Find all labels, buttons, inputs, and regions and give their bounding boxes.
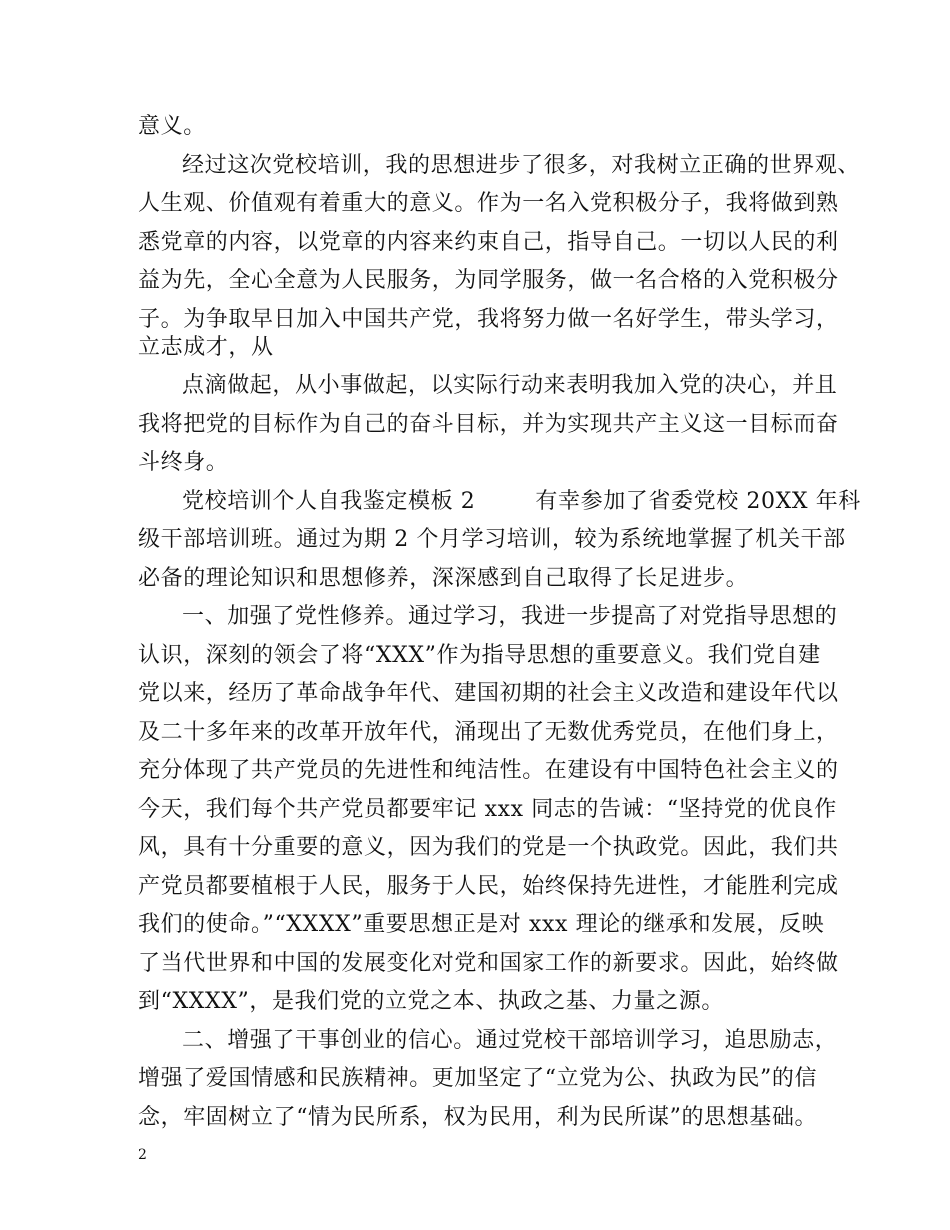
text-line: 我将把党的目标作为自己的奋斗目标，并为实现共产主义这一目标而奋 — [138, 412, 839, 437]
text-line: 悉党章的内容，以党章的内容来约束自己，指导自己。一切以人民的利 — [138, 230, 839, 255]
text-line: 念，牢固树立了“情为民所系，权为民用，利为民所谋”的思想基础。 — [138, 1105, 818, 1130]
text-line: 风，具有十分重要的意义，因为我们的党是一个执政党。因此，我们共 — [138, 835, 839, 860]
text-line: 意义。 — [138, 114, 206, 139]
text-line: 我们的使命。”“XXXX”重要思想正是对 xxx 理论的继承和发展，反映 — [138, 912, 825, 937]
text-line: 认识，深刻的领会了将“XXX”作为指导思想的重要意义。我们党自建 — [138, 643, 821, 668]
text-line: 经过这次党校培训，我的思想进步了很多，对我树立正确的世界观、 — [182, 153, 861, 178]
text-line: 产党员都要植根于人民，服务于人民，始终保持先进性，才能胜利完成 — [138, 874, 839, 899]
text-line: 党以来，经历了革命战争年代、建国初期的社会主义改造和建设年代以 — [138, 681, 839, 706]
text-line: 立志成才，从 — [138, 335, 274, 360]
page-number: 2 — [138, 1147, 147, 1163]
section-heading-line — [182, 486, 861, 518]
text-line: 点滴做起，从小事做起，以实际行动来表明我加入党的决心，并且 — [182, 373, 838, 398]
text-line: 增强了爱国情感和民族精神。更加坚定了“立党为公、执政为民”的信 — [138, 1066, 818, 1091]
text-line: 必备的理论知识和思想修养，深深感到自己取得了长足进步。 — [138, 566, 749, 591]
text-line: 二、增强了干事创业的信心。通过党校干部培训学习，追思励志， — [182, 1028, 838, 1053]
text-line: 斗终身。 — [138, 450, 229, 475]
text-line: 了当代世界和中国的发展变化对党和国家工作的新要求。因此，始终做 — [138, 951, 839, 976]
text-line: 益为先，全心全意为人民服务，为同学服务，做一名合格的入党积极分 — [138, 268, 839, 293]
section-heading: 党校培训个人自我鉴定模板 2 — [182, 489, 476, 514]
text-line: 人生观、价值观有着重大的意义。作为一名入党积极分子，我将做到熟 — [138, 191, 839, 216]
text-segment: 有幸参加了省委党校 20XX 年科 — [535, 489, 861, 514]
text-line: 级干部培训班。通过为期 2 个月学习培训，较为系统地掌握了机关干部 — [138, 527, 846, 552]
text-line: 及二十多年来的改革开放年代，涌现出了无数优秀党员，在他们身上， — [138, 720, 839, 745]
text-line: 一、加强了党性修养。通过学习，我进一步提高了对党指导思想的 — [182, 604, 838, 629]
text-line: 子。为争取早日加入中国共产党，我将努力做一名好学生，带头学习， — [138, 307, 839, 332]
text-line: 今天，我们每个共产党员都要牢记 xxx 同志的告诫：“坚持党的优良作 — [138, 797, 837, 822]
text-line: 到“XXXX”，是我们党的立党之本、执政之基、力量之源。 — [138, 989, 724, 1014]
text-line: 充分体现了共产党员的先进性和纯洁性。在建设有中国特色社会主义的 — [138, 758, 839, 783]
